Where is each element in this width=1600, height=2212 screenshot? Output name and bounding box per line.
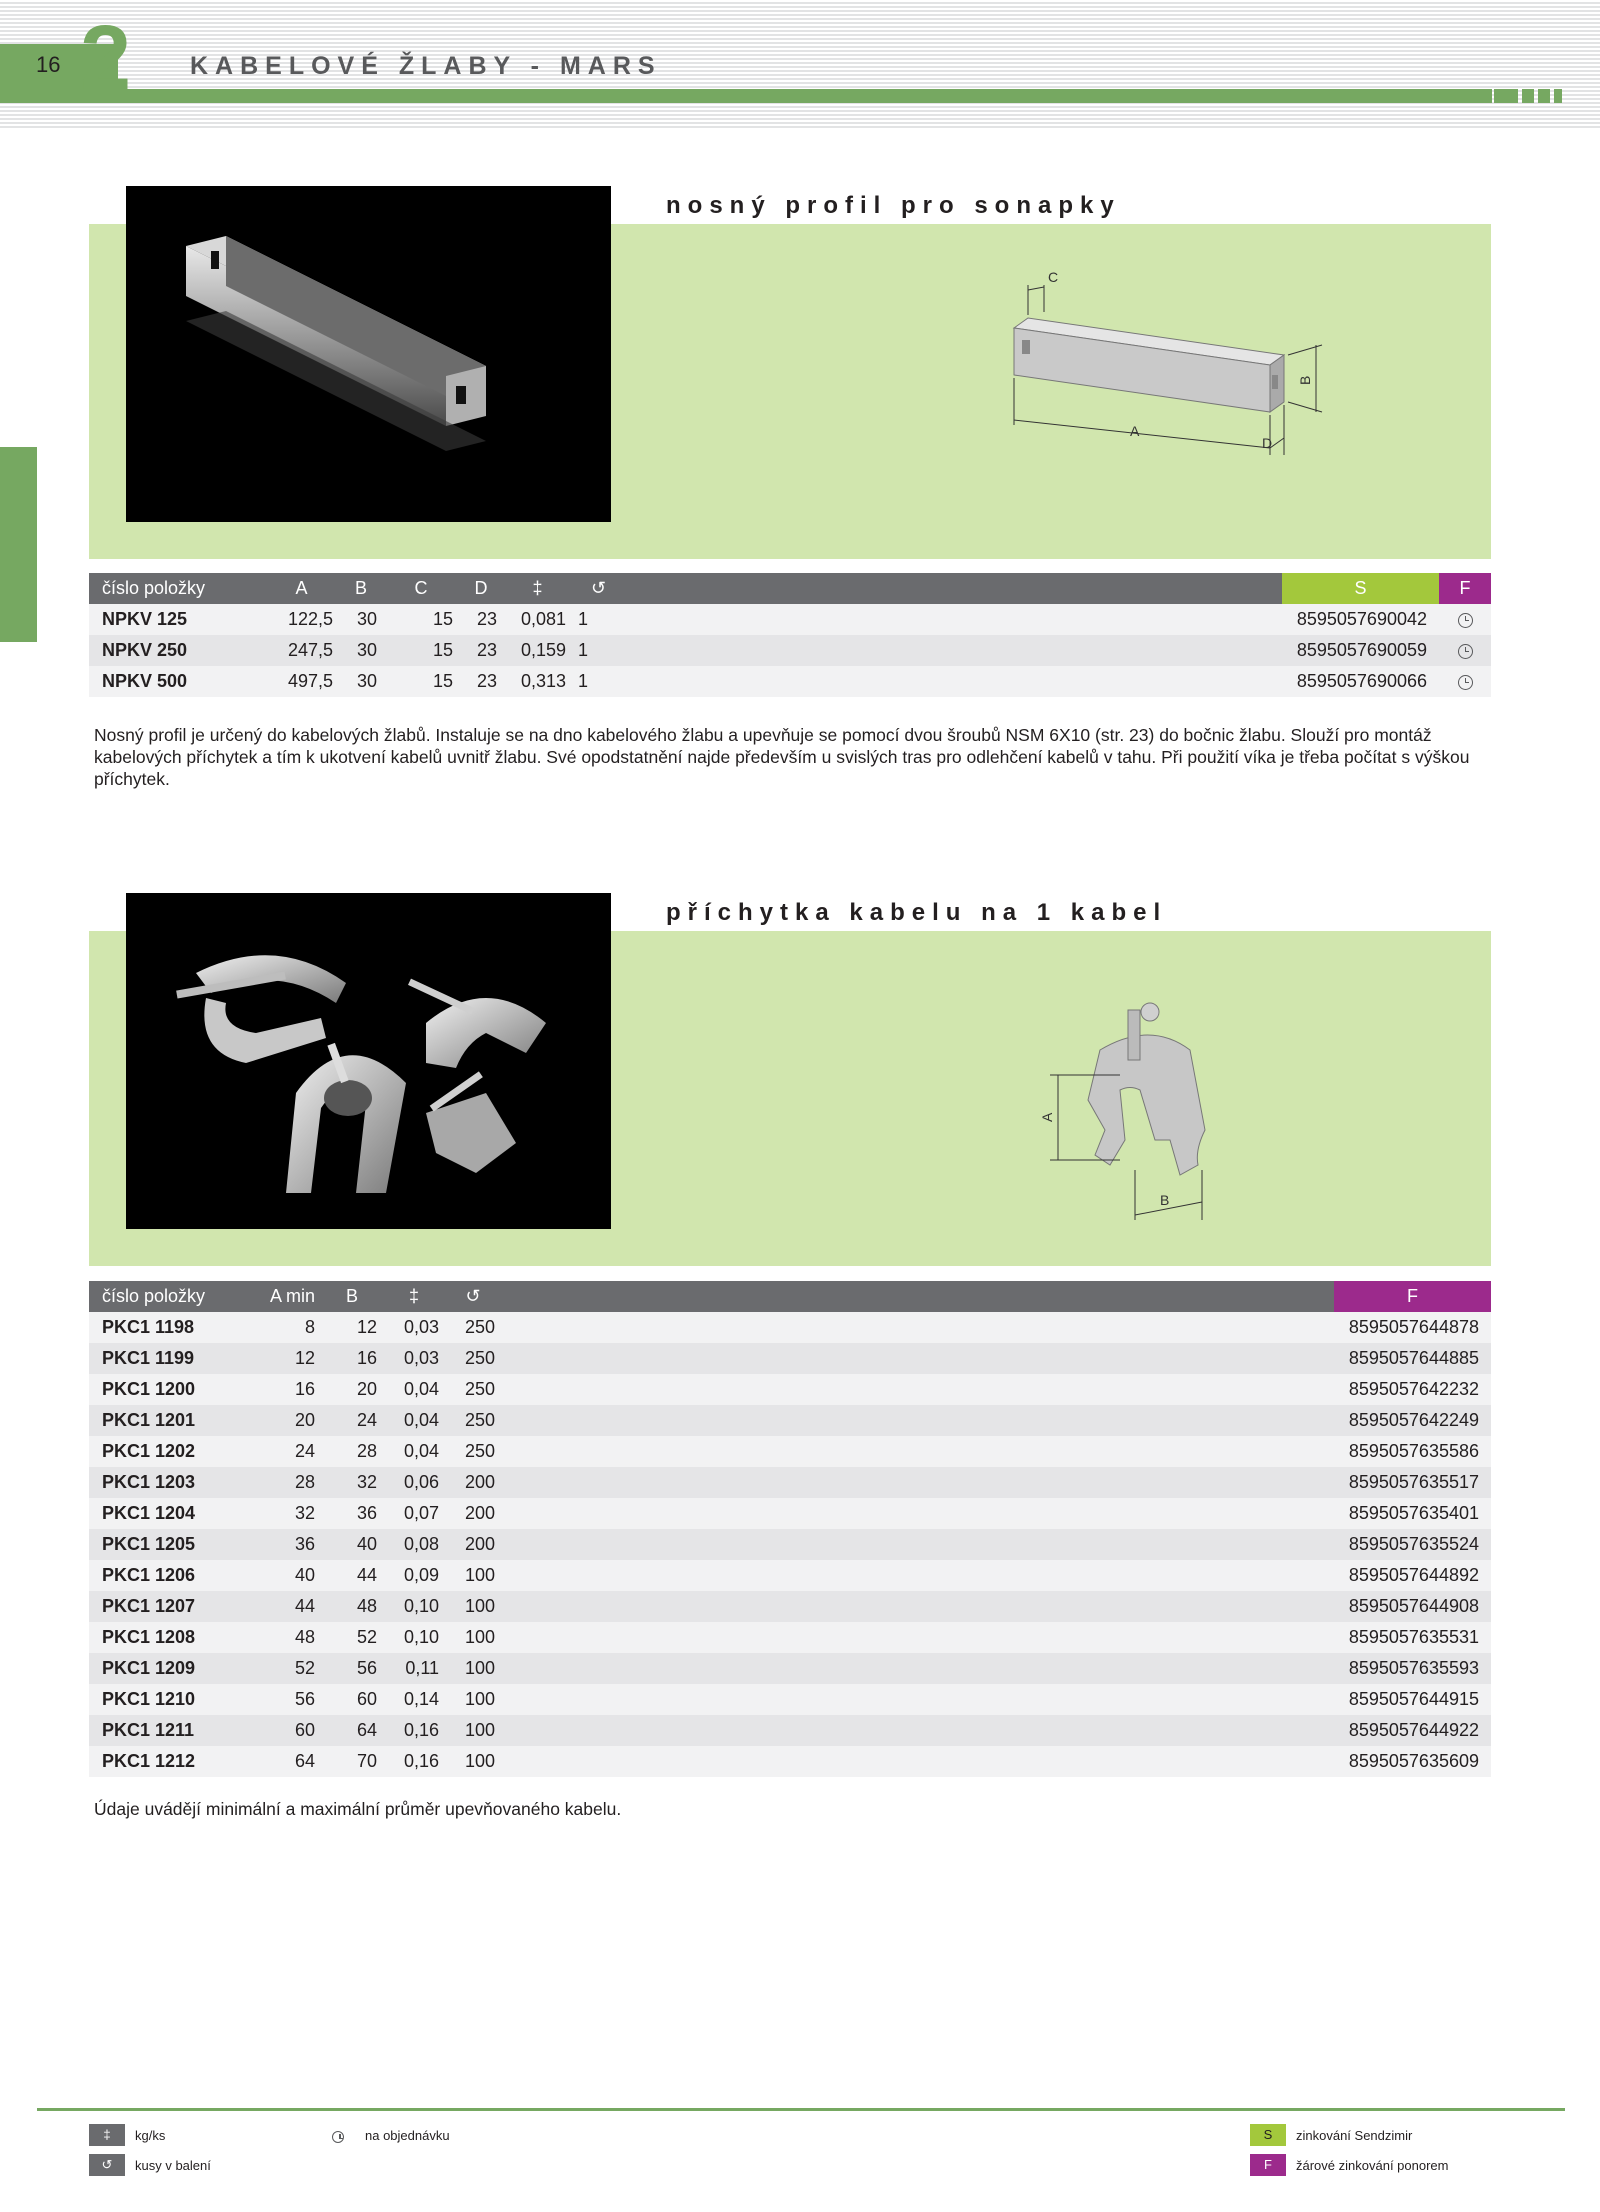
value-a-min: 44 [264, 1591, 321, 1622]
value-b: 30 [339, 604, 383, 635]
value-weight: 0,14 [383, 1684, 445, 1715]
value-pack: 250 [445, 1343, 501, 1374]
legend-s-badge: S [1250, 2124, 1286, 2146]
column-header-c: C [383, 573, 459, 604]
value-weight: 0,10 [383, 1622, 445, 1653]
item-code: PKC1 1211 [89, 1715, 264, 1746]
dimension-label-c: C [1048, 269, 1059, 285]
item-code: PKC1 1199 [89, 1343, 264, 1374]
ean-code: 8595057690059 [1282, 635, 1439, 666]
value-weight: 0,03 [383, 1343, 445, 1374]
header-square [1494, 89, 1518, 103]
ean-code: 8595057644922 [1334, 1715, 1491, 1746]
value-pack: 250 [445, 1312, 501, 1343]
value-pack: 100 [445, 1715, 501, 1746]
item-code: NPKV 250 [89, 635, 264, 666]
product-table-npkv [89, 573, 1491, 697]
product-photo [126, 893, 611, 1229]
table-row [89, 1312, 1491, 1343]
value-b: 56 [321, 1653, 383, 1684]
value-b: 40 [321, 1529, 383, 1560]
value-weight: 0,04 [383, 1436, 445, 1467]
value-a-min: 24 [264, 1436, 321, 1467]
value-pack: 100 [445, 1622, 501, 1653]
value-weight: 0,11 [383, 1653, 445, 1684]
pack-icon: ↺ [445, 1281, 501, 1312]
value-pack: 250 [445, 1405, 501, 1436]
weight-icon: ‡ [89, 2124, 125, 2146]
value-weight: 0,09 [383, 1560, 445, 1591]
value-b: 36 [321, 1498, 383, 1529]
value-b: 60 [321, 1684, 383, 1715]
value-b: 28 [321, 1436, 383, 1467]
side-tab-marker [0, 447, 37, 642]
table-row [89, 635, 1491, 666]
value-pack: 1 [572, 604, 625, 635]
value-b: 44 [321, 1560, 383, 1591]
table-row [89, 1467, 1491, 1498]
value-a-min: 36 [264, 1529, 321, 1560]
value-b: 52 [321, 1622, 383, 1653]
table-row [89, 1715, 1491, 1746]
value-weight: 0,03 [383, 1312, 445, 1343]
product-description: Nosný profil je určený do kabelových žlabů. Instaluje se na dno kabelového žlabu a upevňuje se pomocí dvou šroubů NSM 6X10 (str. 23) do bočnic žlabu. Slouží pro montáž kabelových příchytek a tím k ukotvení kabelů uvnitř žlabu. Své opodstatnění najde především u svislých tras pro odlehčení kabelů v tahu. Při použití víka je třeba počítat s výškou příchytek. [94, 725, 1470, 789]
table-row [89, 1560, 1491, 1591]
item-code: PKC1 1205 [89, 1529, 264, 1560]
value-pack: 200 [445, 1467, 501, 1498]
legend-order-text: na objednávku [365, 2128, 450, 2143]
ean-code: 8595057642249 [1334, 1405, 1491, 1436]
value-a: 497,5 [264, 666, 339, 697]
item-code: NPKV 125 [89, 604, 264, 635]
value-a-min: 56 [264, 1684, 321, 1715]
ean-code: 8595057635586 [1334, 1436, 1491, 1467]
header-square [1554, 89, 1562, 103]
table-row [89, 1529, 1491, 1560]
value-pack: 100 [445, 1746, 501, 1777]
item-code: PKC1 1206 [89, 1560, 264, 1591]
footer-divider [37, 2108, 1565, 2111]
clock-icon [332, 2131, 344, 2143]
legend-weight-text: kg/ks [135, 2128, 166, 2143]
column-header-spacer [625, 573, 1282, 604]
dimension-label-b: B [1297, 375, 1313, 385]
header-green-bar [0, 89, 1492, 103]
page-title: KABELOVÉ ŽLABY - MARS [190, 52, 662, 80]
item-code: PKC1 1208 [89, 1622, 264, 1653]
item-code: PKC1 1203 [89, 1467, 264, 1498]
dimension-label-d: D [1262, 435, 1273, 451]
value-b: 32 [321, 1467, 383, 1498]
product-photo [126, 186, 611, 522]
ean-code: 8595057635531 [1334, 1622, 1491, 1653]
column-header-a: A [264, 573, 339, 604]
table-row [89, 1684, 1491, 1715]
value-c: 15 [383, 604, 459, 635]
table-row [89, 1591, 1491, 1622]
value-b: 12 [321, 1312, 383, 1343]
profile-photo-image [126, 186, 611, 522]
ean-code: 8595057644885 [1334, 1343, 1491, 1374]
value-pack: 100 [445, 1560, 501, 1591]
table-row [89, 1653, 1491, 1684]
clock-icon [1458, 644, 1473, 659]
table-row [89, 1405, 1491, 1436]
value-weight: 0,081 [503, 604, 572, 635]
clip-photo-image [126, 893, 611, 1229]
value-a-min: 52 [264, 1653, 321, 1684]
legend-s-text: zinkování Sendzimir [1296, 2128, 1413, 2143]
column-header-f: F [1439, 573, 1491, 604]
value-weight: 0,07 [383, 1498, 445, 1529]
value-c: 15 [383, 635, 459, 666]
column-header-spacer [501, 1281, 1334, 1312]
product-note: Údaje uvádějí minimální a maximální průměr upevňovaného kabelu. [94, 1799, 622, 1819]
value-a-min: 28 [264, 1467, 321, 1498]
value-pack: 250 [445, 1436, 501, 1467]
value-a-min: 32 [264, 1498, 321, 1529]
value-a-min: 8 [264, 1312, 321, 1343]
value-pack: 100 [445, 1684, 501, 1715]
item-code: PKC1 1204 [89, 1498, 264, 1529]
value-pack: 200 [445, 1529, 501, 1560]
item-code: PKC1 1210 [89, 1684, 264, 1715]
clock-icon [1458, 613, 1473, 628]
table-row [89, 604, 1491, 635]
weight-icon: ‡ [383, 1281, 445, 1312]
value-a-min: 16 [264, 1374, 321, 1405]
clock-icon [1458, 675, 1473, 690]
value-a-min: 12 [264, 1343, 321, 1374]
value-d: 23 [459, 604, 503, 635]
value-pack: 100 [445, 1653, 501, 1684]
value-a-min: 60 [264, 1715, 321, 1746]
item-code: PKC1 1202 [89, 1436, 264, 1467]
page-number: 16 [36, 52, 61, 77]
ean-code: 8595057644878 [1334, 1312, 1491, 1343]
value-weight: 0,08 [383, 1529, 445, 1560]
column-header-code: číslo položky [89, 573, 264, 604]
value-weight: 0,04 [383, 1405, 445, 1436]
value-weight: 0,313 [503, 666, 572, 697]
table-row [89, 1343, 1491, 1374]
legend-f-badge: F [1250, 2154, 1286, 2176]
header-square [1538, 89, 1550, 103]
ean-code: 8595057635593 [1334, 1653, 1491, 1684]
pack-icon: ↺ [572, 573, 625, 604]
item-code: PKC1 1209 [89, 1653, 264, 1684]
item-code: NPKV 500 [89, 666, 264, 697]
value-b: 70 [321, 1746, 383, 1777]
column-header-code: číslo položky [89, 1281, 264, 1312]
value-d: 23 [459, 635, 503, 666]
dimension-label-b: B [1160, 1192, 1170, 1208]
value-weight: 0,06 [383, 1467, 445, 1498]
weight-icon: ‡ [503, 573, 572, 604]
chapter-number: 2 [80, 7, 132, 109]
ean-code: 8595057644908 [1334, 1591, 1491, 1622]
table-row [89, 1622, 1491, 1653]
value-b: 24 [321, 1405, 383, 1436]
value-pack: 1 [572, 635, 625, 666]
ean-code: 8595057690066 [1282, 666, 1439, 697]
item-code: PKC1 1201 [89, 1405, 264, 1436]
ean-code: 8595057635524 [1334, 1529, 1491, 1560]
value-weight: 0,16 [383, 1715, 445, 1746]
value-pack: 200 [445, 1498, 501, 1529]
table-row [89, 1436, 1491, 1467]
clip-dimension-drawing [1030, 990, 1230, 1230]
value-b: 64 [321, 1715, 383, 1746]
item-code: PKC1 1212 [89, 1746, 264, 1777]
column-header-s: S [1282, 573, 1439, 604]
ean-code: 8595057644915 [1334, 1684, 1491, 1715]
value-weight: 0,159 [503, 635, 572, 666]
value-a-min: 64 [264, 1746, 321, 1777]
ean-code: 8595057642232 [1334, 1374, 1491, 1405]
column-header-b: B [321, 1281, 383, 1312]
value-a-min: 20 [264, 1405, 321, 1436]
column-header-d: D [459, 573, 503, 604]
ean-code: 8595057644892 [1334, 1560, 1491, 1591]
value-b: 48 [321, 1591, 383, 1622]
value-pack: 100 [445, 1591, 501, 1622]
column-header-a-min: A min [264, 1281, 321, 1312]
value-pack: 250 [445, 1374, 501, 1405]
ean-code: 8595057635609 [1334, 1746, 1491, 1777]
table-row [89, 1746, 1491, 1777]
legend-pack-text: kusy v balení [135, 2158, 211, 2173]
value-b: 20 [321, 1374, 383, 1405]
value-a: 247,5 [264, 635, 339, 666]
dimension-label-a: A [1039, 1112, 1055, 1122]
value-weight: 0,04 [383, 1374, 445, 1405]
value-b: 30 [339, 635, 383, 666]
value-a-min: 48 [264, 1622, 321, 1653]
header-square [1522, 89, 1534, 103]
column-header-f: F [1334, 1281, 1491, 1312]
value-b: 16 [321, 1343, 383, 1374]
value-weight: 0,10 [383, 1591, 445, 1622]
item-code: PKC1 1198 [89, 1312, 264, 1343]
value-a-min: 40 [264, 1560, 321, 1591]
table-row [89, 1374, 1491, 1405]
dimension-label-a: A [1130, 423, 1140, 439]
item-code: PKC1 1207 [89, 1591, 264, 1622]
value-d: 23 [459, 666, 503, 697]
pack-icon: ↺ [89, 2154, 125, 2176]
item-code: PKC1 1200 [89, 1374, 264, 1405]
value-weight: 0,16 [383, 1746, 445, 1777]
column-header-b: B [339, 573, 383, 604]
table-row [89, 1498, 1491, 1529]
value-c: 15 [383, 666, 459, 697]
value-b: 30 [339, 666, 383, 697]
profile-dimension-drawing [1000, 260, 1340, 460]
table-row [89, 666, 1491, 697]
value-pack: 1 [572, 666, 625, 697]
legend-f-text: žárové zinkování ponorem [1296, 2158, 1449, 2173]
section-title: nosný profil pro sonapky [666, 192, 1121, 219]
ean-code: 8595057690042 [1282, 604, 1439, 635]
ean-code: 8595057635517 [1334, 1467, 1491, 1498]
section-title: příchytka kabelu na 1 kabel [666, 899, 1168, 926]
value-a: 122,5 [264, 604, 339, 635]
ean-code: 8595057635401 [1334, 1498, 1491, 1529]
product-table-pkc1 [89, 1281, 1491, 1777]
